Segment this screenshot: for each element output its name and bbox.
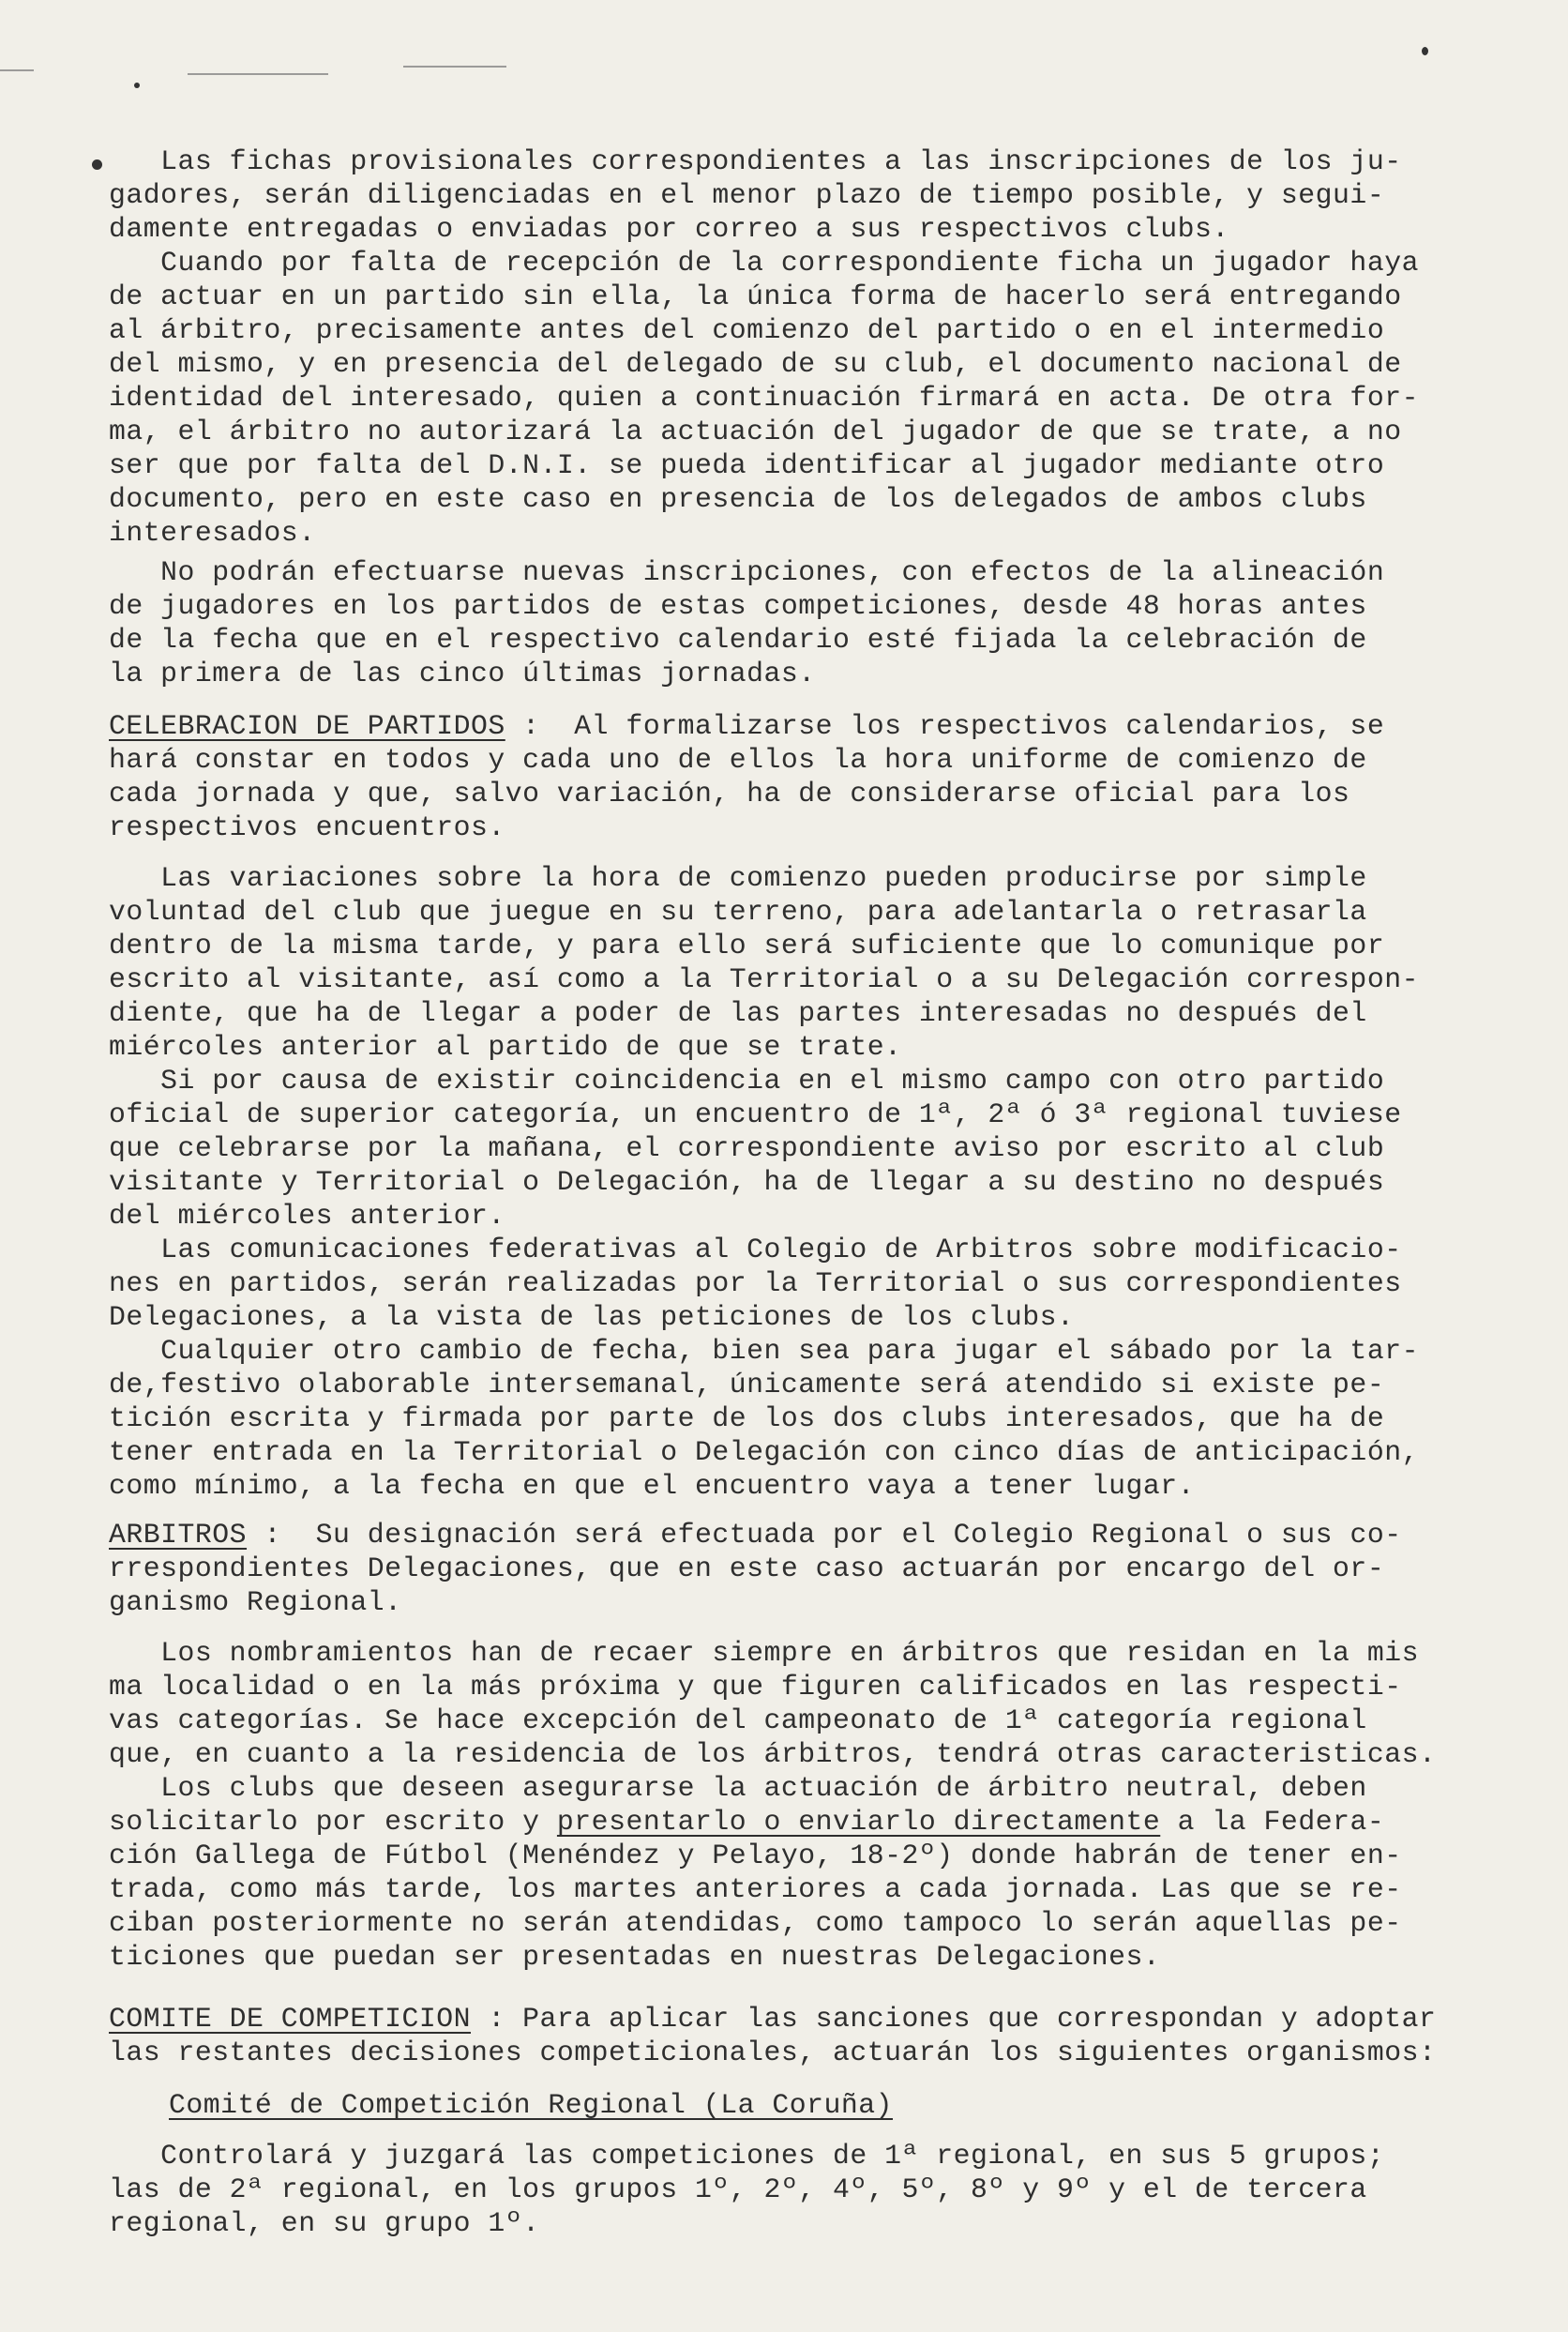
text-line: diente, que ha de llegar a poder de las partes interesadas no después del [109, 997, 1367, 1029]
text-line: tener entrada en la Territorial o Delegación con cinco días de anticipación, [109, 1436, 1419, 1468]
text-line: ción Gallega de Fútbol (Menéndez y Pelayo, 18-2º) donde habrán de tener en- [109, 1840, 1402, 1871]
text-line: documento, pero en este caso en presencia de los delegados de ambos clubs [109, 483, 1367, 515]
text-line: regional, en su grupo 1º. [109, 2207, 540, 2239]
paper-mark [0, 69, 34, 71]
text-line: dentro de la misma tarde, y para ello será suficiente que lo comunique por [109, 930, 1385, 962]
heading-continuation: : Para aplicar las sanciones que correspondan y adoptar [471, 2003, 1437, 2035]
text-line: No podrán efectuarse nuevas inscripciones, con efectos de la alineación [109, 556, 1385, 588]
text-line: Si por causa de existir coincidencia en el mismo campo con otro partido [109, 1065, 1385, 1097]
section-heading-line [109, 2002, 1436, 2036]
text-line: Los nombramientos han de recaer siempre en árbitros que residan en la mis [109, 1637, 1419, 1669]
text-line: Las variaciones sobre la hora de comienzo pueden producirse por simple [109, 862, 1367, 894]
section-heading: CELEBRACION DE PARTIDOS [109, 710, 505, 742]
text-line: Los clubs que deseen asegurarse la actuación de árbitro neutral, deben [109, 1772, 1367, 1804]
text-line: damente entregadas o enviadas por correo a sus respectivos clubs. [109, 213, 1229, 245]
text-line: de jugadores en los partidos de estas competiciones, desde 48 horas antes [109, 590, 1367, 622]
text-line: del mismo, y en presencia del delegado de su club, el documento nacional de [109, 348, 1402, 380]
text-line [109, 1805, 1384, 1839]
text-segment: solicitarlo por escrito y [109, 1806, 557, 1838]
ink-spot [134, 83, 140, 88]
text-line: oficial de superior categoría, un encuentro de 1ª, 2ª ó 3ª regional tuviese [109, 1098, 1402, 1130]
text-line: visitante y Territorial o Delegación, ha de llegar a su destino no después [109, 1166, 1385, 1198]
text-line: ma localidad o en la más próxima y que figuren calificados en las respecti- [109, 1671, 1402, 1703]
text-line: las restantes decisiones competicionales, actuarán los siguientes organismos: [109, 2037, 1437, 2068]
text-line: ma, el árbitro no autorizará la actuación del jugador de que se trate, a no [109, 416, 1402, 447]
text-line: ticiones que puedan ser presentadas en nuestras Delegaciones. [109, 1941, 1161, 1973]
text-line: Cuando por falta de recepción de la correspondiente ficha un jugador haya [109, 247, 1419, 279]
text-line: del miércoles anterior. [109, 1200, 505, 1232]
text-line: respectivos encuentros. [109, 811, 505, 843]
text-line: la primera de las cinco últimas jornadas. [109, 658, 816, 689]
text-line: ser que por falta del D.N.I. se pueda identificar al jugador mediante otro [109, 449, 1385, 481]
ink-spot [1422, 47, 1428, 55]
text-line: Las fichas provisionales correspondientes a las inscripciones de los ju- [109, 145, 1402, 177]
text-line: voluntad del club que juegue en su terreno, para adelantarla o retrasarla [109, 896, 1367, 928]
text-line: gadores, serán diligenciadas en el menor plazo de tiempo posible, y segui- [109, 179, 1385, 211]
text-line: Delegaciones, a la vista de las peticiones de los clubs. [109, 1301, 1075, 1333]
section-heading: ARBITROS [109, 1519, 248, 1551]
ink-spot [92, 159, 102, 170]
text-line: que, en cuanto a la residencia de los árbitros, tendrá otras caracteristicas. [109, 1738, 1437, 1770]
text-segment: a la Federa- [1160, 1806, 1385, 1838]
subsection-heading [169, 2088, 893, 2122]
text-line: escrito al visitante, así como a la Territorial o a su Delegación correspon- [109, 963, 1419, 995]
subsection-heading-text: Comité de Competición Regional (La Coruña) [169, 2089, 894, 2121]
text-line: cada jornada y que, salvo variación, ha de considerarse oficial para los [109, 778, 1350, 810]
text-line: las de 2ª regional, en los grupos 1º, 2º, 4º, 5º, 8º y 9º y el de tercera [109, 2173, 1367, 2205]
paper-mark [403, 66, 506, 68]
heading-continuation: : Al formalizarse los respectivos calendarios, se [505, 710, 1385, 742]
text-line: Cualquier otro cambio de fecha, bien sea para jugar el sábado por la tar- [109, 1335, 1419, 1367]
text-line: miércoles anterior al partido de que se trate. [109, 1031, 902, 1063]
text-line: identidad del interesado, quien a continuación firmará en acta. De otra for- [109, 382, 1419, 414]
section-heading: COMITE DE COMPETICION [109, 2003, 472, 2035]
text-line: de la fecha que en el respectivo calendario esté fijada la celebración de [109, 624, 1367, 656]
text-line: trada, como más tarde, los martes anteriores a cada jornada. Las que se re- [109, 1873, 1402, 1905]
text-line: ganismo Regional. [109, 1586, 402, 1618]
text-line: Las comunicaciones federativas al Colegio de Arbitros sobre modificacio- [109, 1234, 1402, 1265]
text-line: nes en partidos, serán realizadas por la Territorial o sus correspondientes [109, 1267, 1402, 1299]
underlined-text: presentarlo o enviarlo directamente [556, 1806, 1161, 1838]
text-line: hará constar en todos y cada uno de ellos la hora uniforme de comienzo de [109, 744, 1367, 776]
text-line: ciban posteriormente no serán atendidas, como tampoco lo serán aquellas pe- [109, 1907, 1402, 1939]
text-line: que celebrarse por la mañana, el correspondiente aviso por escrito al club [109, 1132, 1385, 1164]
section-heading-line [109, 1518, 1402, 1552]
text-line: de,festivo olaborable intersemanal, únicamente será atendido si existe pe- [109, 1369, 1385, 1401]
section-heading-line [109, 709, 1384, 743]
paper-mark [188, 73, 328, 75]
text-line: vas categorías. Se hace excepción del campeonato de 1ª categoría regional [109, 1704, 1367, 1736]
text-line: al árbitro, precisamente antes del comienzo del partido o en el intermedio [109, 314, 1385, 346]
text-line: rrespondientes Delegaciones, que en este caso actuarán por encargo del or- [109, 1552, 1385, 1584]
text-line: como mínimo, a la fecha en que el encuentro vaya a tener lugar. [109, 1470, 1196, 1502]
heading-continuation: : Su designación será efectuada por el Colegio Regional o sus co- [247, 1519, 1402, 1551]
text-line: interesados. [109, 517, 316, 549]
text-line: tición escrita y firmada por parte de los dos clubs interesados, que ha de [109, 1402, 1385, 1434]
text-line: Controlará y juzgará las competiciones de 1ª regional, en sus 5 grupos; [109, 2140, 1385, 2172]
text-line: de actuar en un partido sin ella, la única forma de hacerlo será entregando [109, 280, 1402, 312]
